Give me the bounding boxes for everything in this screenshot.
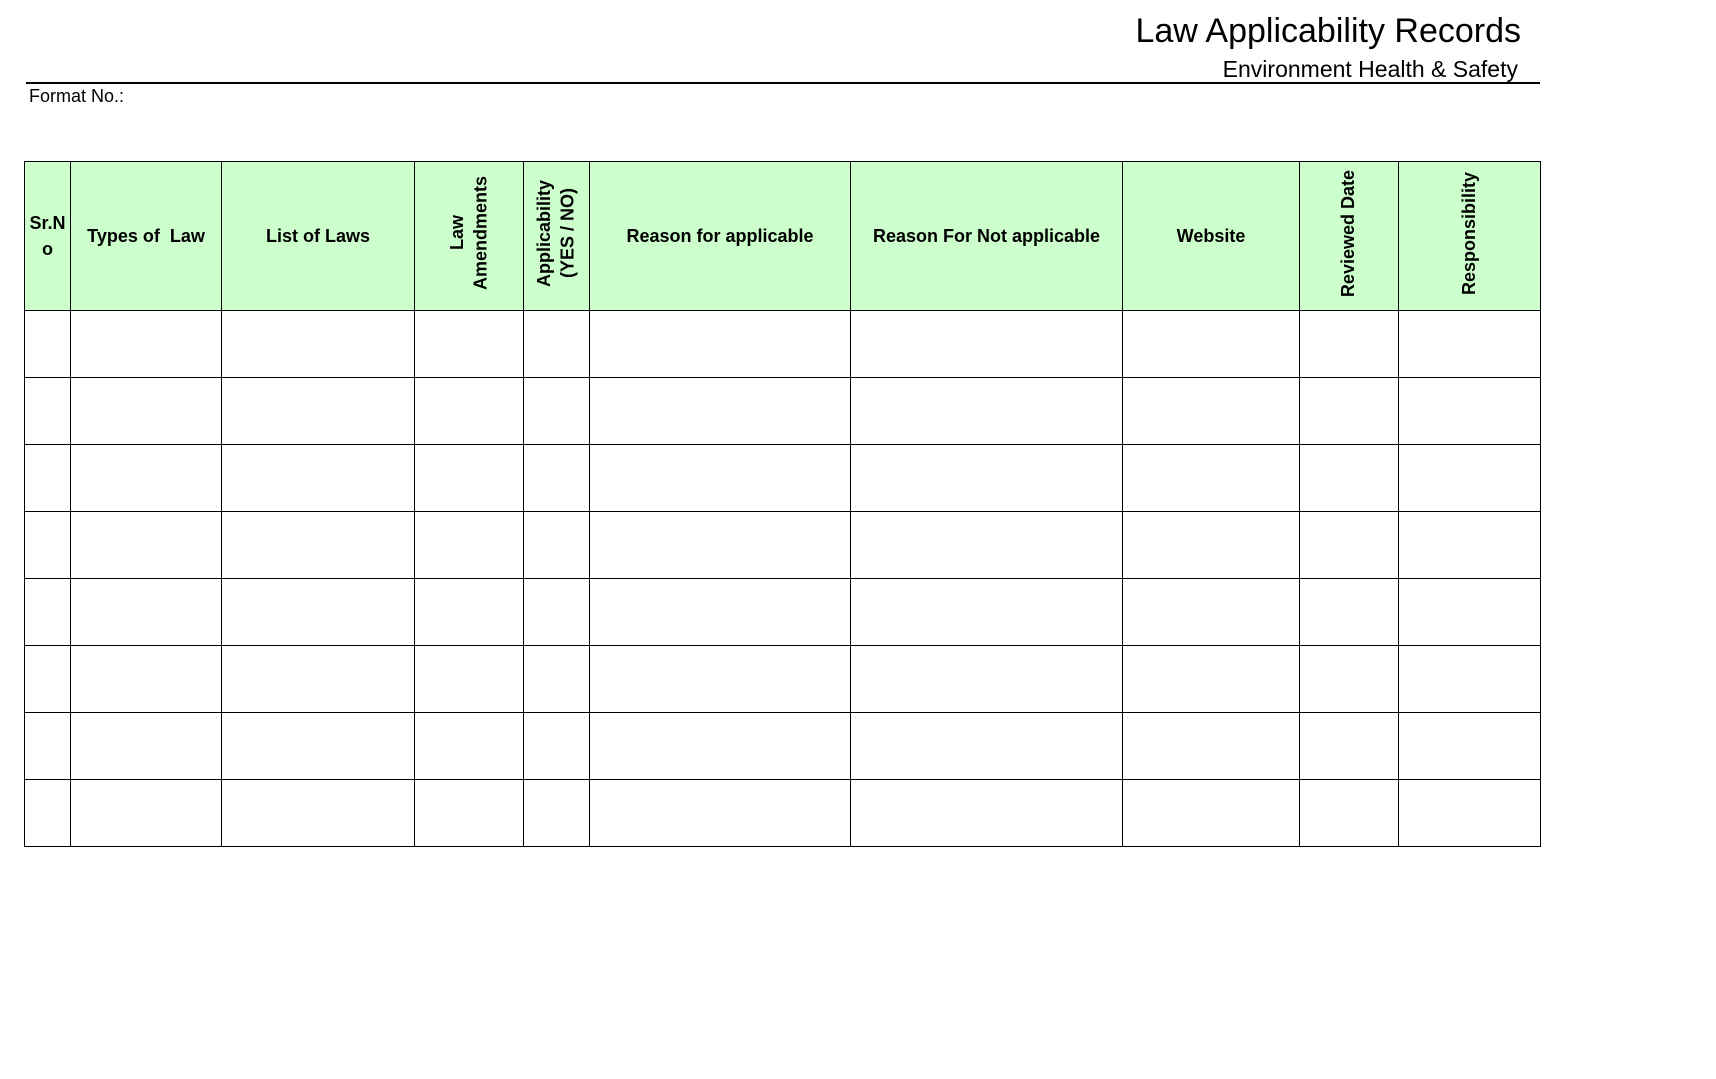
cell-reason-not-applicable[interactable] bbox=[851, 512, 1123, 579]
cell-applicability[interactable] bbox=[524, 713, 590, 780]
column-header-applicability bbox=[524, 162, 590, 311]
table-row bbox=[25, 780, 1541, 847]
table-row bbox=[25, 311, 1541, 378]
cell-responsibility[interactable] bbox=[1399, 512, 1541, 579]
cell-responsibility[interactable] bbox=[1399, 713, 1541, 780]
cell-sr-no[interactable] bbox=[25, 311, 71, 378]
cell-reason-applicable[interactable] bbox=[590, 445, 851, 512]
column-header-website bbox=[1123, 162, 1300, 311]
table-row bbox=[25, 445, 1541, 512]
column-header-list-of-laws bbox=[222, 162, 415, 311]
cell-reason-not-applicable[interactable] bbox=[851, 713, 1123, 780]
cell-reason-applicable[interactable] bbox=[590, 646, 851, 713]
cell-applicability[interactable] bbox=[524, 646, 590, 713]
cell-law-amendments[interactable] bbox=[415, 445, 524, 512]
cell-law-amendments[interactable] bbox=[415, 646, 524, 713]
cell-types-of-law[interactable] bbox=[71, 378, 222, 445]
cell-reviewed-date[interactable] bbox=[1300, 780, 1399, 847]
cell-list-of-laws[interactable] bbox=[222, 780, 415, 847]
column-header-types-of-law bbox=[71, 162, 222, 311]
cell-list-of-laws[interactable] bbox=[222, 311, 415, 378]
table-row bbox=[25, 378, 1541, 445]
document-subtitle: Environment Health & Safety bbox=[1222, 56, 1518, 82]
column-header-law-amendments bbox=[415, 162, 524, 311]
format-number-label: Format No.: bbox=[29, 86, 125, 106]
table-row bbox=[25, 713, 1541, 780]
cell-law-amendments[interactable] bbox=[415, 713, 524, 780]
cell-applicability[interactable] bbox=[524, 780, 590, 847]
cell-website[interactable] bbox=[1123, 713, 1300, 780]
column-header-label: Sr.No bbox=[29, 212, 66, 259]
column-header-label bbox=[446, 176, 493, 290]
cell-law-amendments[interactable] bbox=[415, 512, 524, 579]
cell-law-amendments[interactable] bbox=[415, 579, 524, 646]
column-header-label: Reason For Not applicable bbox=[872, 225, 1101, 246]
cell-sr-no[interactable] bbox=[25, 646, 71, 713]
cell-sr-no[interactable] bbox=[25, 713, 71, 780]
cell-types-of-law[interactable] bbox=[71, 713, 222, 780]
column-header-label: Reason for applicable bbox=[626, 225, 814, 246]
column-header-label-line: (YES / NO) bbox=[557, 188, 578, 279]
cell-responsibility[interactable] bbox=[1399, 579, 1541, 646]
cell-applicability[interactable] bbox=[524, 311, 590, 378]
cell-website[interactable] bbox=[1123, 378, 1300, 445]
cell-applicability[interactable] bbox=[524, 445, 590, 512]
cell-website[interactable] bbox=[1123, 579, 1300, 646]
cell-sr-no[interactable] bbox=[25, 445, 71, 512]
cell-sr-no[interactable] bbox=[25, 512, 71, 579]
cell-website[interactable] bbox=[1123, 512, 1300, 579]
column-header-label bbox=[533, 180, 580, 287]
cell-reason-not-applicable[interactable] bbox=[851, 311, 1123, 378]
document-title: Law Applicability Records bbox=[1135, 12, 1521, 50]
cell-sr-no[interactable] bbox=[25, 378, 71, 445]
column-header-label-line: Amendments bbox=[470, 176, 490, 291]
cell-reason-applicable[interactable] bbox=[590, 378, 851, 445]
column-header-reviewed-date bbox=[1300, 162, 1399, 311]
cell-law-amendments[interactable] bbox=[415, 311, 524, 378]
column-header-reason-for-applicable bbox=[590, 162, 851, 311]
cell-list-of-laws[interactable] bbox=[222, 512, 415, 579]
table-header-row bbox=[25, 162, 1541, 311]
column-header-label: Types of Law bbox=[87, 225, 205, 246]
cell-responsibility[interactable] bbox=[1399, 311, 1541, 378]
cell-reason-applicable[interactable] bbox=[590, 780, 851, 847]
cell-applicability[interactable] bbox=[524, 579, 590, 646]
cell-law-amendments[interactable] bbox=[415, 378, 524, 445]
cell-reviewed-date[interactable] bbox=[1300, 311, 1399, 378]
cell-website[interactable] bbox=[1123, 780, 1300, 847]
cell-reviewed-date[interactable] bbox=[1300, 512, 1399, 579]
table-body bbox=[25, 311, 1541, 847]
column-header-label-line: Applicability bbox=[534, 179, 555, 287]
cell-reviewed-date[interactable] bbox=[1300, 445, 1399, 512]
cell-list-of-laws[interactable] bbox=[222, 713, 415, 780]
cell-website[interactable] bbox=[1123, 646, 1300, 713]
column-header-reason-for-not-applicable bbox=[851, 162, 1123, 311]
cell-types-of-law[interactable] bbox=[71, 311, 222, 378]
column-header-label: Responsibility bbox=[1458, 171, 1479, 296]
cell-types-of-law[interactable] bbox=[71, 445, 222, 512]
table-row bbox=[25, 646, 1541, 713]
cell-reason-applicable[interactable] bbox=[590, 512, 851, 579]
column-header-label-line: Law bbox=[446, 216, 467, 252]
cell-reason-not-applicable[interactable] bbox=[851, 579, 1123, 646]
cell-responsibility[interactable] bbox=[1399, 378, 1541, 445]
cell-law-amendments[interactable] bbox=[415, 780, 524, 847]
cell-reason-applicable[interactable] bbox=[590, 311, 851, 378]
cell-list-of-laws[interactable] bbox=[222, 378, 415, 445]
cell-reviewed-date[interactable] bbox=[1300, 378, 1399, 445]
cell-responsibility[interactable] bbox=[1399, 780, 1541, 847]
cell-types-of-law[interactable] bbox=[71, 579, 222, 646]
cell-reviewed-date[interactable] bbox=[1300, 713, 1399, 780]
cell-reviewed-date[interactable] bbox=[1300, 579, 1399, 646]
cell-applicability[interactable] bbox=[524, 512, 590, 579]
header-divider bbox=[26, 82, 1540, 84]
cell-types-of-law[interactable] bbox=[71, 780, 222, 847]
cell-reason-applicable[interactable] bbox=[590, 579, 851, 646]
table-row bbox=[25, 512, 1541, 579]
cell-responsibility[interactable] bbox=[1399, 445, 1541, 512]
cell-reason-not-applicable[interactable] bbox=[851, 378, 1123, 445]
cell-reason-not-applicable[interactable] bbox=[851, 780, 1123, 847]
cell-applicability[interactable] bbox=[524, 378, 590, 445]
cell-reason-not-applicable[interactable] bbox=[851, 445, 1123, 512]
law-applicability-table bbox=[24, 161, 1541, 847]
column-header-label: List of Laws bbox=[265, 225, 370, 246]
table-row bbox=[25, 579, 1541, 646]
cell-types-of-law[interactable] bbox=[71, 646, 222, 713]
cell-list-of-laws[interactable] bbox=[222, 579, 415, 646]
cell-list-of-laws[interactable] bbox=[222, 646, 415, 713]
column-header-responsibility bbox=[1399, 162, 1541, 311]
column-header-sr-no bbox=[25, 162, 71, 311]
cell-sr-no[interactable] bbox=[25, 780, 71, 847]
column-header-label: Website bbox=[1176, 225, 1246, 246]
cell-responsibility[interactable] bbox=[1399, 646, 1541, 713]
cell-website[interactable] bbox=[1123, 311, 1300, 378]
cell-types-of-law[interactable] bbox=[71, 512, 222, 579]
cell-website[interactable] bbox=[1123, 445, 1300, 512]
cell-sr-no[interactable] bbox=[25, 579, 71, 646]
cell-list-of-laws[interactable] bbox=[222, 445, 415, 512]
column-header-label: Reviewed Date bbox=[1338, 169, 1359, 298]
cell-reason-not-applicable[interactable] bbox=[851, 646, 1123, 713]
cell-reason-applicable[interactable] bbox=[590, 713, 851, 780]
cell-reviewed-date[interactable] bbox=[1300, 646, 1399, 713]
